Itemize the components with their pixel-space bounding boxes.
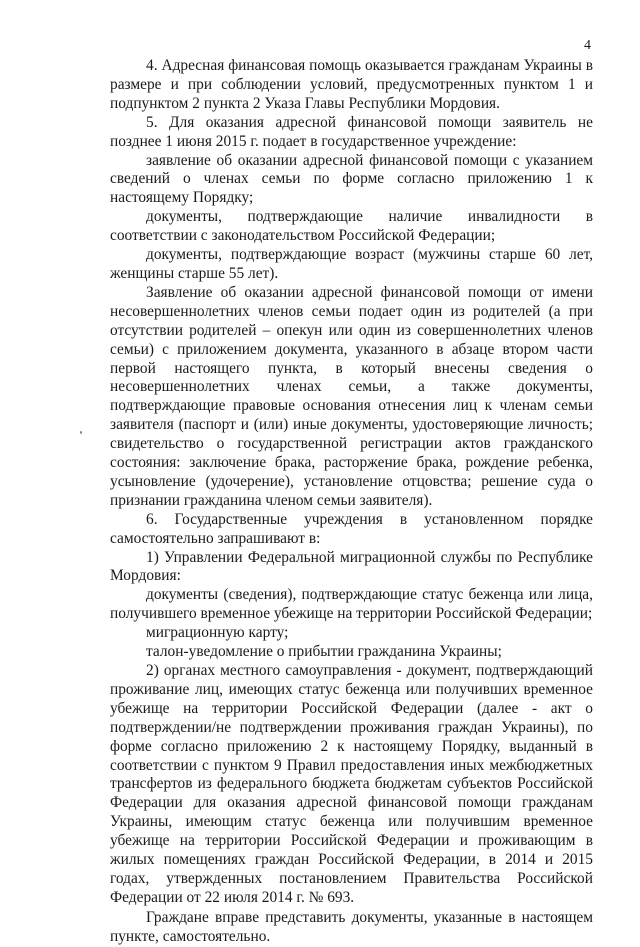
paragraph-item-4: 4. Адресная финансовая помощь оказывается гражданам Украины в размере и при соблюдении условий, предусмотренных пунктом 1 и подпунктом 2 пункта 2 Указа Главы Республики Мордовия. xyxy=(110,57,593,112)
paragraph-application-statement: заявление об оказании адресной финансовой помощи с указанием сведений о членах семьи по форме согласно приложению 1 к настоящему Порядку; xyxy=(110,151,593,207)
paragraph-age-documents: документы, подтверждающие возраст (мужчины старше 60 лет, женщины старше 55 лет). xyxy=(110,246,593,282)
paragraph-migration-service: 1) Управлении Федеральной миграционной службы по Республике Мордовия: xyxy=(110,548,593,585)
page-number: 4 xyxy=(584,38,591,53)
paragraph-item-6: 6. Государственные учреждения в установленном порядке самостоятельно запрашивают в: xyxy=(110,510,593,547)
paragraph-local-government: 2) органах местного самоуправления - документ, подтверждающий проживание лиц, имеющих статус беженца или получивших временное убежище на территории Российской Федерации (далее - акт о подтверждении/не подтверждении проживания граждан Украины), по форме согласно приложению 2 к настоящему Порядку, выданный в соответствии с пунктом 9 Правил предоставления иных межбюджетных трансфертов из федерального бюджета бюджетам субъектов Российской Федерации для оказания адресной финансовой помощи гражданам Украины, имеющим статус беженца или получившим временное убежище на территории Российской Федерации и проживающим в жилых помещениях граждан Российской Федерации, в 2014 и 2015 годах, утвержденных постановлением Правительства Российской Федерации от 22 июля 2014 г. № 693. xyxy=(110,662,593,906)
paragraph-minors-application: Заявление об оказании адресной финансовой помощи от имени несовершеннолетних членов семьи подает один из родителей (а при отсутствии родителей – опекун или один из совершеннолетних членов семьи) с приложением документа, указанного в абзаце втором части первой настоящего пункта, в который внесены сведения о несовершеннолетних членах семьи, а также документы, подтверждающие правовые основания отнесения лиц к членам семьи заявителя (паспорт и (или) иные документы, удостоверяющие личность; свидетельство о государственной регистрации актов гражданского состояния: заключение брака, расторжение брака, рождение ребенка, усыновление (удочерение), установление отцовства; решение суда о признании гражданина членом семьи заявителя). xyxy=(110,283,593,509)
paragraph-citizens-right: Граждане вправе представить документы, указанные в настоящем пункте, самостоятельно. xyxy=(110,908,593,945)
document-body xyxy=(110,57,593,947)
paragraph-arrival-notice: талон-уведомление о прибытии гражданина Украины; xyxy=(146,643,502,661)
scan-artifact-mark xyxy=(80,431,82,434)
paragraph-refugee-status-documents: документы (сведения), подтверждающие статус беженца или лица, получившего временное убежище на территории Российской Федерации; xyxy=(110,586,593,623)
paragraph-migration-card: миграционную карту; xyxy=(146,624,289,642)
paragraph-disability-documents: документы, подтверждающие наличие инвалидности в соответствии с законодательством Российской Федерации; xyxy=(110,208,593,245)
paragraph-item-5: 5. Для оказания адресной финансовой помощи заявитель не позднее 1 июня 2015 г. подает в государственное учреждение: xyxy=(110,113,593,150)
